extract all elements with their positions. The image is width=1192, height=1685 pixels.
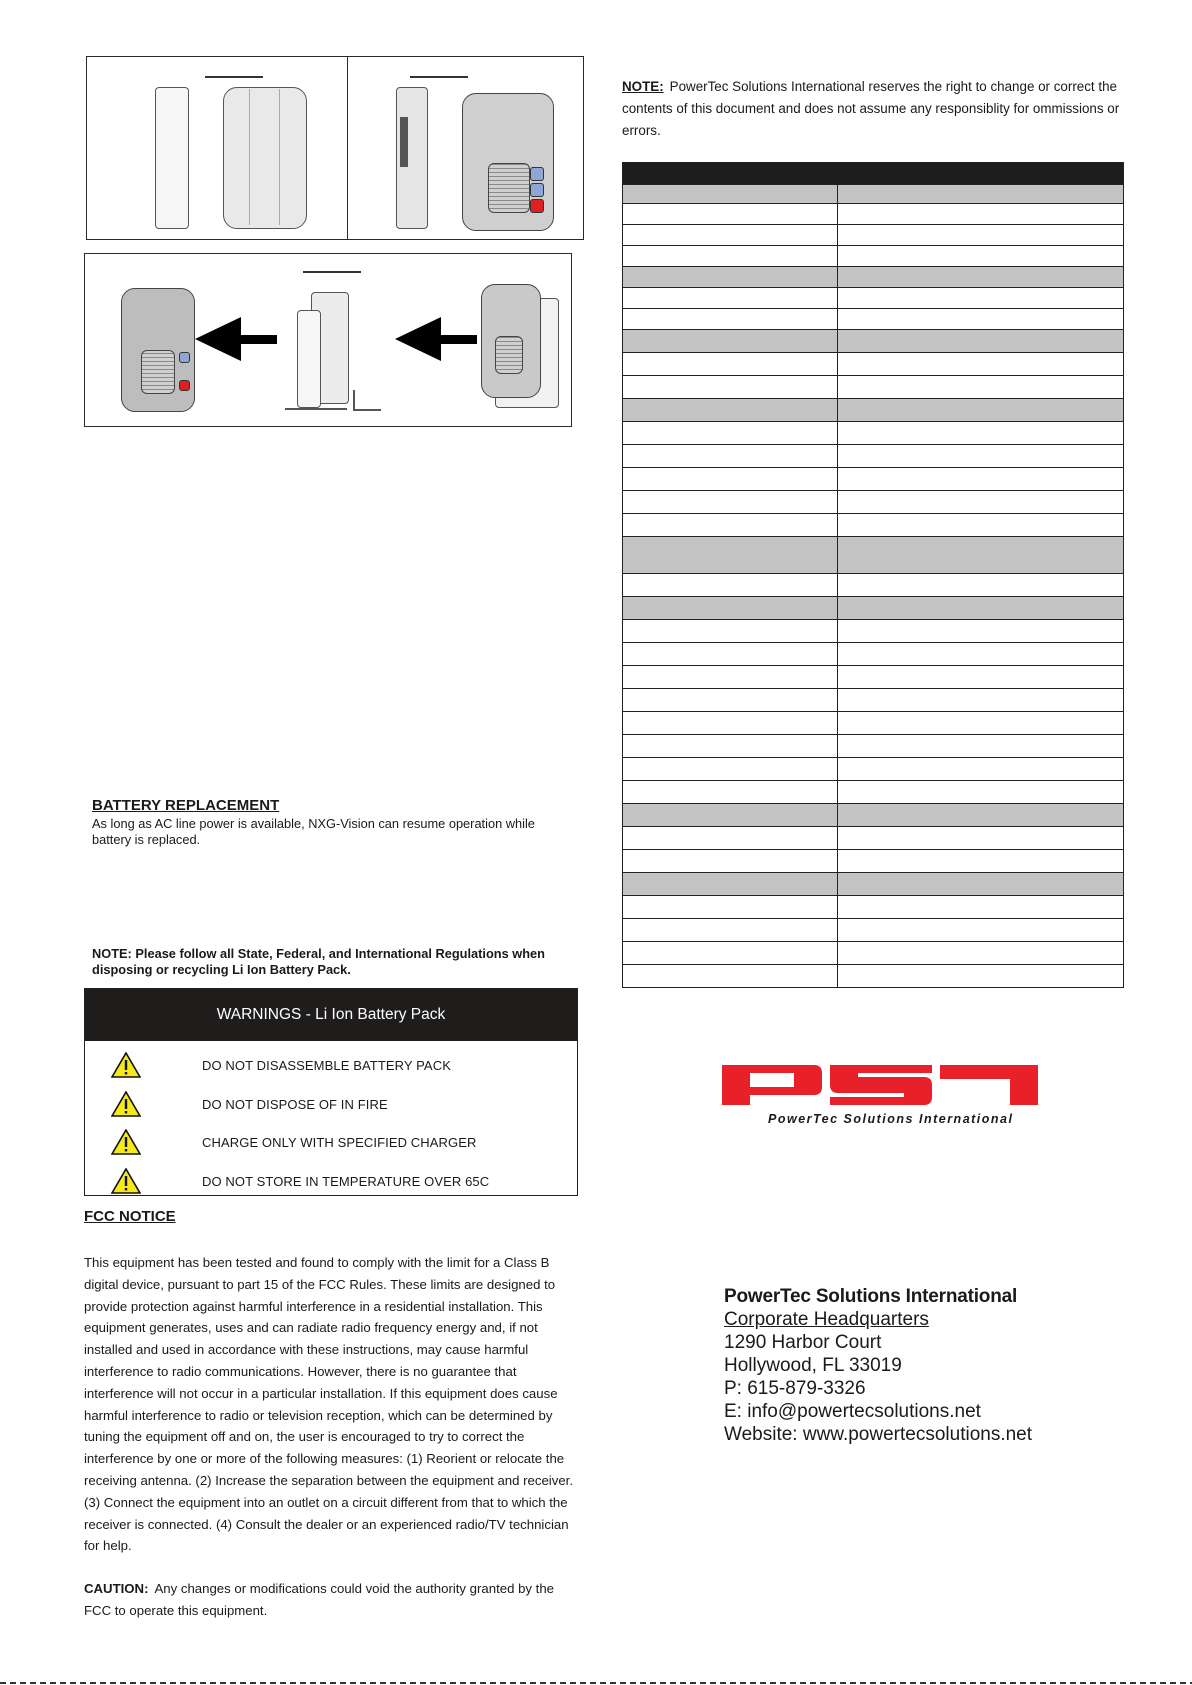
spec-table-row — [623, 964, 1123, 987]
spec-cell-label — [623, 643, 838, 665]
spec-cell-label — [623, 873, 838, 895]
spec-table-row — [623, 245, 1123, 266]
arrow-left-icon-shaft — [435, 335, 477, 344]
device-side-buttons — [400, 117, 408, 167]
spec-table — [622, 162, 1124, 988]
contact-block — [724, 1285, 1032, 1446]
spec-cell-value — [838, 204, 1123, 224]
spec-cell-label — [623, 919, 838, 941]
spec-table-row — [623, 734, 1123, 757]
spec-cell-label — [623, 850, 838, 872]
axis-line — [285, 408, 347, 410]
spec-cell-value — [838, 735, 1123, 757]
spec-cell-value — [838, 353, 1123, 375]
spec-cell-label — [623, 514, 838, 536]
spec-cell-label — [623, 246, 838, 266]
red-button-icon — [179, 380, 190, 391]
spec-cell-label — [623, 267, 838, 287]
spec-table-row — [623, 757, 1123, 780]
warning-triangle-icon — [111, 1091, 141, 1117]
warning-text: DO NOT DISASSEMBLE BATTERY PACK — [202, 1058, 451, 1073]
spec-table-row — [623, 665, 1123, 688]
spec-cell-value — [838, 620, 1123, 642]
spec-table-row — [623, 596, 1123, 619]
warning-text: DO NOT STORE IN TEMPERATURE OVER 65C — [202, 1173, 490, 1189]
spec-cell-label — [623, 376, 838, 398]
spec-cell-value — [838, 445, 1123, 467]
spec-cell-label — [623, 804, 838, 826]
speaker-grille — [141, 350, 175, 394]
spec-cell-value — [838, 827, 1123, 849]
hq-label: Corporate Headquarters — [724, 1309, 929, 1330]
spec-table-row — [623, 619, 1123, 642]
warning-text: DO NOT DISPOSE OF IN FIRE — [202, 1096, 388, 1112]
spec-cell-label — [623, 735, 838, 757]
spec-cell-value — [838, 225, 1123, 245]
spec-cell-value — [838, 376, 1123, 398]
spec-table-row — [623, 467, 1123, 490]
warning-text: CHARGE ONLY WITH SPECIFIED CHARGER — [202, 1135, 477, 1150]
spec-cell-label — [623, 399, 838, 421]
spec-cell-label — [623, 288, 838, 308]
spec-cell-label — [623, 574, 838, 596]
warning-row — [85, 1046, 577, 1085]
spec-cell-label — [623, 204, 838, 224]
spec-cell-value — [838, 873, 1123, 895]
spec-cell-value — [838, 804, 1123, 826]
device-center-stripe — [249, 89, 250, 225]
spec-table-row — [623, 203, 1123, 224]
spec-table-row — [623, 184, 1123, 203]
spec-cell-value — [838, 422, 1123, 444]
spec-table-row — [623, 941, 1123, 964]
blue-button-icon — [179, 352, 190, 363]
spec-table-header — [623, 163, 1123, 184]
spec-cell-value — [838, 965, 1123, 987]
battery-section-title: BATTERY REPLACEMENT — [92, 797, 280, 814]
blue-button-icon — [530, 183, 544, 197]
spec-table-row — [623, 688, 1123, 711]
logo-subtitle: PowerTec Solutions International — [768, 1112, 1014, 1126]
spec-cell-label — [623, 942, 838, 964]
spec-cell-value — [838, 537, 1123, 573]
spec-cell-label — [623, 597, 838, 619]
note-text: PowerTec Solutions International reserves the right to change or correct the contents of this document and does not assume any responsiblity for ommissions or errors. — [622, 79, 1120, 138]
spec-cell-value — [838, 850, 1123, 872]
spec-table-row — [623, 826, 1123, 849]
spec-table-row — [623, 444, 1123, 467]
spec-cell-value — [838, 643, 1123, 665]
spec-cell-label — [623, 468, 838, 490]
spec-cell-label — [623, 666, 838, 688]
spec-table-row — [623, 642, 1123, 665]
spec-cell-value — [838, 330, 1123, 352]
spec-cell-value — [838, 288, 1123, 308]
warning-triangle-icon — [111, 1129, 141, 1155]
spec-cell-label — [623, 965, 838, 987]
figure-front-view — [347, 56, 584, 240]
figure-back-view — [86, 56, 348, 240]
device-side-illustration — [155, 87, 189, 229]
spec-table-row — [623, 421, 1123, 444]
red-button-icon — [530, 199, 544, 213]
spec-cell-label — [623, 185, 838, 203]
fcc-caution — [84, 1578, 574, 1622]
spec-table-row — [623, 287, 1123, 308]
speaker-grille — [488, 163, 530, 213]
spec-cell-label — [623, 422, 838, 444]
battery-section-body: As long as AC line power is available, NXG-Vision can resume operation while battery is replaced. — [92, 816, 535, 847]
axis-line — [353, 390, 355, 410]
spec-cell-value — [838, 491, 1123, 513]
warnings-header: WARNINGS - Li Ion Battery Pack — [85, 989, 577, 1041]
spec-table-row — [623, 803, 1123, 826]
arrow-left-icon-shaft — [235, 335, 277, 344]
spec-cell-value — [838, 597, 1123, 619]
spec-cell-label — [623, 620, 838, 642]
spec-cell-value — [838, 185, 1123, 203]
device-side-illustration — [297, 310, 321, 408]
spec-table-row — [623, 872, 1123, 895]
spec-cell-label — [623, 689, 838, 711]
warnings-table — [84, 988, 578, 1196]
note-label: NOTE: — [622, 79, 664, 94]
spec-cell-value — [838, 309, 1123, 329]
address-line-1: 1290 Harbor Court — [724, 1332, 882, 1353]
caution-label: CAUTION: — [84, 1581, 149, 1596]
spec-cell-value — [838, 468, 1123, 490]
spec-table-row — [623, 329, 1123, 352]
warning-row — [85, 1085, 577, 1124]
spec-table-row — [623, 918, 1123, 941]
spec-table-row — [623, 536, 1123, 573]
spec-table-row — [623, 352, 1123, 375]
spec-cell-label — [623, 353, 838, 375]
address-line-2: Hollywood, FL 33019 — [724, 1355, 902, 1376]
warning-row — [85, 1162, 577, 1201]
warning-triangle-icon — [111, 1052, 141, 1078]
spec-cell-value — [838, 919, 1123, 941]
spec-table-row — [623, 780, 1123, 803]
spec-cell-label — [623, 225, 838, 245]
page-bottom-edge — [0, 1682, 1192, 1684]
website-url: Website: www.powertecsolutions.net — [724, 1424, 1033, 1445]
spec-table-row — [623, 398, 1123, 421]
spec-table-row — [623, 266, 1123, 287]
fcc-section-title: FCC NOTICE — [84, 1208, 176, 1225]
spec-cell-label — [623, 309, 838, 329]
spec-cell-label — [623, 445, 838, 467]
spec-cell-value — [838, 399, 1123, 421]
spec-cell-label — [623, 491, 838, 513]
spec-cell-value — [838, 267, 1123, 287]
spec-cell-value — [838, 689, 1123, 711]
spec-cell-value — [838, 712, 1123, 734]
spec-cell-value — [838, 246, 1123, 266]
axis-line — [353, 409, 381, 411]
device-center-stripe — [279, 89, 280, 225]
fcc-section-body: This equipment has been tested and found to comply with the limit for a Class B digital device, pursuant to part 15 of the FCC Rules. These limits are designed to provide protection against harmful interference in a residential installation. This equipment generates, uses and can radiate radio frequency energy and, if not installed and used in accordance with these instructions, may cause harmful interference to radio communications. However, there is no guarantee that interference will not occur in a particular installation. If this equipment does cause harmful interference to radio or television reception, which can be determined by tuning the equipment off and on, the user is encouraged to try to correct the interference by one or more of the following measures: (1) Reorient or relocate the receiving antenna. (2) Increase the separation between the equipment and receiver. (3) Connect the equipment into an outlet on a circuit different from that to which the receiver is connected. (4) Consult the dealer or an experienced radio/TV technician for help. — [84, 1255, 573, 1554]
caution-text: Any changes or modifications could void the authority granted by the FCC to operate this equipment. — [84, 1581, 554, 1618]
spec-table-row — [623, 513, 1123, 536]
device-back-illustration — [223, 87, 307, 229]
spec-cell-label — [623, 827, 838, 849]
spec-table-row — [623, 490, 1123, 513]
spec-cell-value — [838, 896, 1123, 918]
warning-row — [85, 1123, 577, 1162]
spec-cell-label — [623, 781, 838, 803]
figure-caption-line — [410, 76, 468, 78]
spec-table-row — [623, 573, 1123, 596]
email-address: E: info@powertecsolutions.net — [724, 1401, 981, 1422]
spec-cell-label — [623, 712, 838, 734]
spec-cell-label — [623, 330, 838, 352]
battery-disposal-note: NOTE: Please follow all State, Federal, and International Regulations when disposing or recycling Li Ion Battery Pack. — [92, 946, 545, 977]
spec-cell-label — [623, 537, 838, 573]
figure-caption-line — [205, 76, 263, 78]
blue-button-icon — [530, 167, 544, 181]
spec-cell-label — [623, 896, 838, 918]
spec-cell-value — [838, 574, 1123, 596]
spec-table-row — [623, 895, 1123, 918]
spec-table-row — [623, 711, 1123, 734]
spec-cell-value — [838, 942, 1123, 964]
spec-table-row — [623, 849, 1123, 872]
spec-table-row — [623, 224, 1123, 245]
figure-installation — [84, 253, 572, 427]
psi-logo — [722, 1065, 1038, 1105]
spec-table-body — [623, 184, 1123, 987]
spec-cell-value — [838, 514, 1123, 536]
spec-cell-value — [838, 758, 1123, 780]
company-name: PowerTec Solutions International — [724, 1286, 1018, 1307]
speaker-grille — [495, 336, 523, 374]
spec-table-row — [623, 308, 1123, 329]
disclaimer-note — [622, 76, 1122, 142]
spec-cell-value — [838, 666, 1123, 688]
spec-table-row — [623, 375, 1123, 398]
warning-triangle-icon — [111, 1168, 141, 1194]
spec-cell-label — [623, 758, 838, 780]
phone-number: P: 615-879-3326 — [724, 1378, 866, 1399]
figure-caption-line — [303, 271, 361, 273]
spec-cell-value — [838, 781, 1123, 803]
